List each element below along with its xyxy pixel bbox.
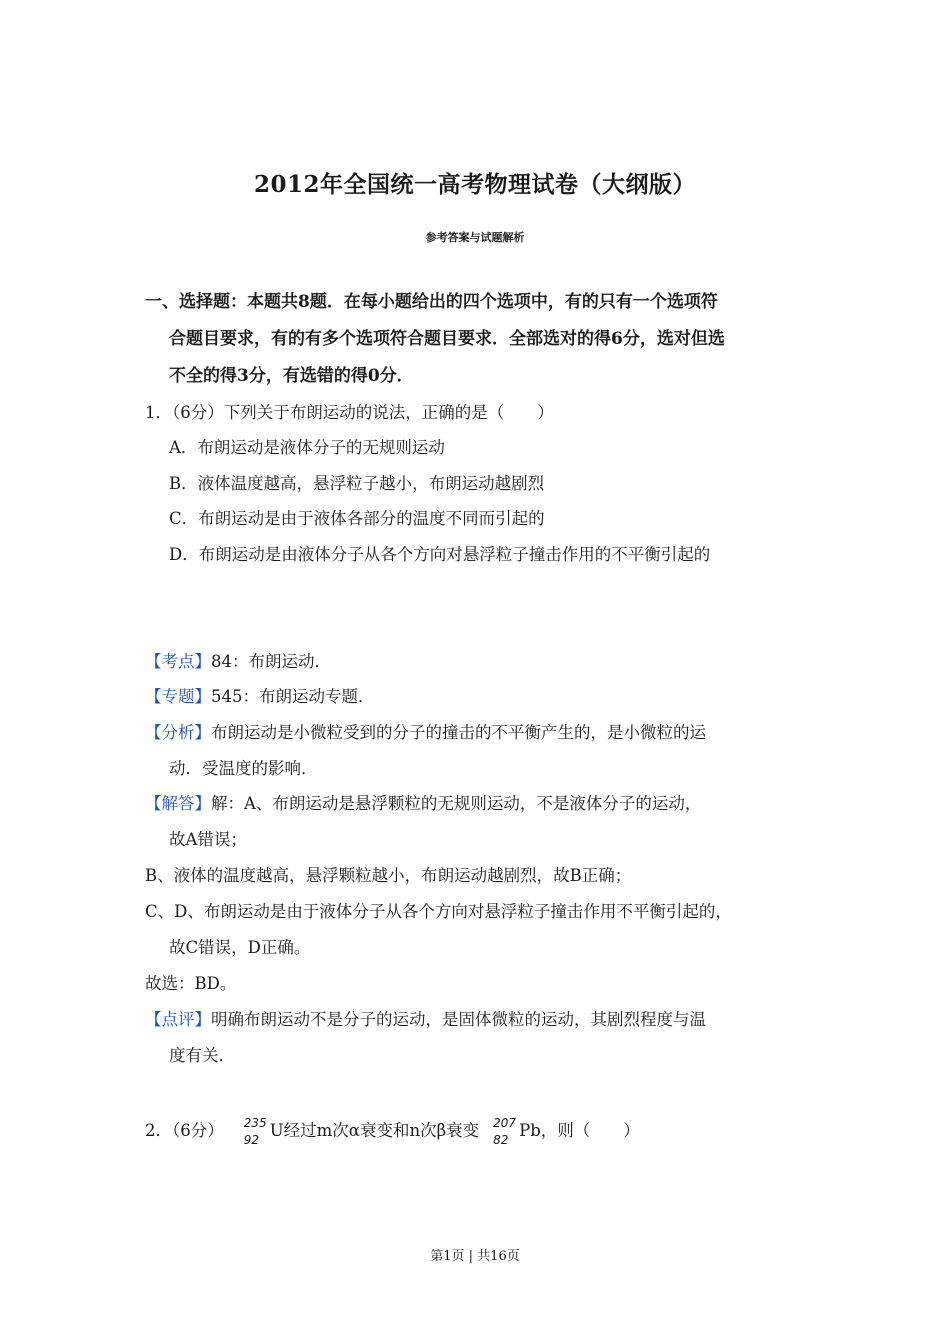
zhuanti-text: 545：布朗运动专题．: [211, 687, 375, 706]
section-heading: [145, 284, 825, 395]
question-2-middle-text: U经过m次α衰变和n次β衰变: [269, 1121, 480, 1140]
page-subtitle: 参考答案与试题解析: [425, 231, 525, 244]
dianping-row: [145, 1006, 706, 1030]
uranium-isotope: [242, 1115, 270, 1147]
question-1-option-a: A．布朗运动是液体分子的无规则运动: [169, 438, 445, 457]
jieda-tag: 【解答】: [145, 794, 211, 813]
question-1-option-c: C．布朗运动是由于液体各部分的温度不同而引起的: [169, 509, 545, 528]
section-line-1: 一、选择题：本题共8题．在每小题给出的四个选项中，有的只有一个选项符: [145, 292, 718, 312]
lead-atomic-number: 82: [493, 1132, 509, 1147]
zhuanti-row: [145, 683, 375, 707]
dianping-tag: 【点评】: [145, 1010, 211, 1029]
lead-mass-number: 207: [493, 1115, 517, 1130]
dianping-text-2: 度有关．: [169, 1046, 235, 1065]
jieda-text-3: B、液体的温度越高，悬浮颗粒越小，布朗运动越剧烈，故B正确；: [145, 866, 632, 885]
question-1-option-b: B．液体温度越高，悬浮粒子越小，布朗运动越剧烈: [169, 474, 545, 493]
lead-isotope: [491, 1115, 519, 1147]
question-2-prefix: 2．（6分）: [145, 1121, 224, 1140]
jieda-text-2: 故A错误；: [169, 830, 247, 849]
section-line-2: 合题目要求，有的有多个选项符合题目要求．全部选对的得6分，选对但选: [169, 329, 725, 349]
page-footer: 第1页 | 共16页: [430, 1249, 520, 1264]
jieda-text-6: 故选：BD。: [145, 974, 237, 993]
fenxi-tag: 【分析】: [145, 723, 211, 742]
uranium-atomic-number: 92: [243, 1132, 260, 1147]
jieda-row: [145, 790, 701, 814]
zhuanti-tag: 【专题】: [145, 687, 211, 706]
question-1-stem: 1．（6分）下列关于布朗运动的说法，正确的是（ ）: [145, 403, 554, 422]
question-1-option-d: D．布朗运动是由液体分子从各个方向对悬浮粒子撞击作用的不平衡引起的: [169, 545, 711, 564]
question-2-end-text: Pb，则（ ）: [519, 1121, 640, 1140]
uranium-mass-number: 235: [243, 1115, 267, 1130]
kaodian-text: 84：布朗运动．: [211, 652, 331, 671]
question-2-stem: [145, 1115, 640, 1147]
dianping-text-1: 明确布朗运动不是分子的运动，是固体微粒的运动，其剧烈程度与温: [211, 1010, 706, 1029]
kaodian-row: [145, 648, 331, 672]
jieda-text-5: 故C错误，D正确。: [169, 938, 311, 957]
jieda-text-1: 解：A、布朗运动是悬浮颗粒的无规则运动，不是液体分子的运动，: [211, 794, 702, 813]
fenxi-row: [145, 719, 706, 743]
fenxi-text-1: 布朗运动是小微粒受到的分子的撞击的不平衡产生的，是小微粒的运: [211, 723, 706, 742]
kaodian-tag: 【考点】: [145, 652, 211, 671]
fenxi-text-2: 动．受温度的影响．: [169, 759, 318, 778]
section-line-3: 不全的得3分，有选错的得0分．: [169, 366, 414, 386]
jieda-text-4: C、D、布朗运动是由于液体分子从各个方向对悬浮粒子撞击作用不平衡引起的，: [145, 902, 732, 921]
page-title: 2012年全国统一高考物理试卷（大纲版）: [253, 171, 696, 198]
